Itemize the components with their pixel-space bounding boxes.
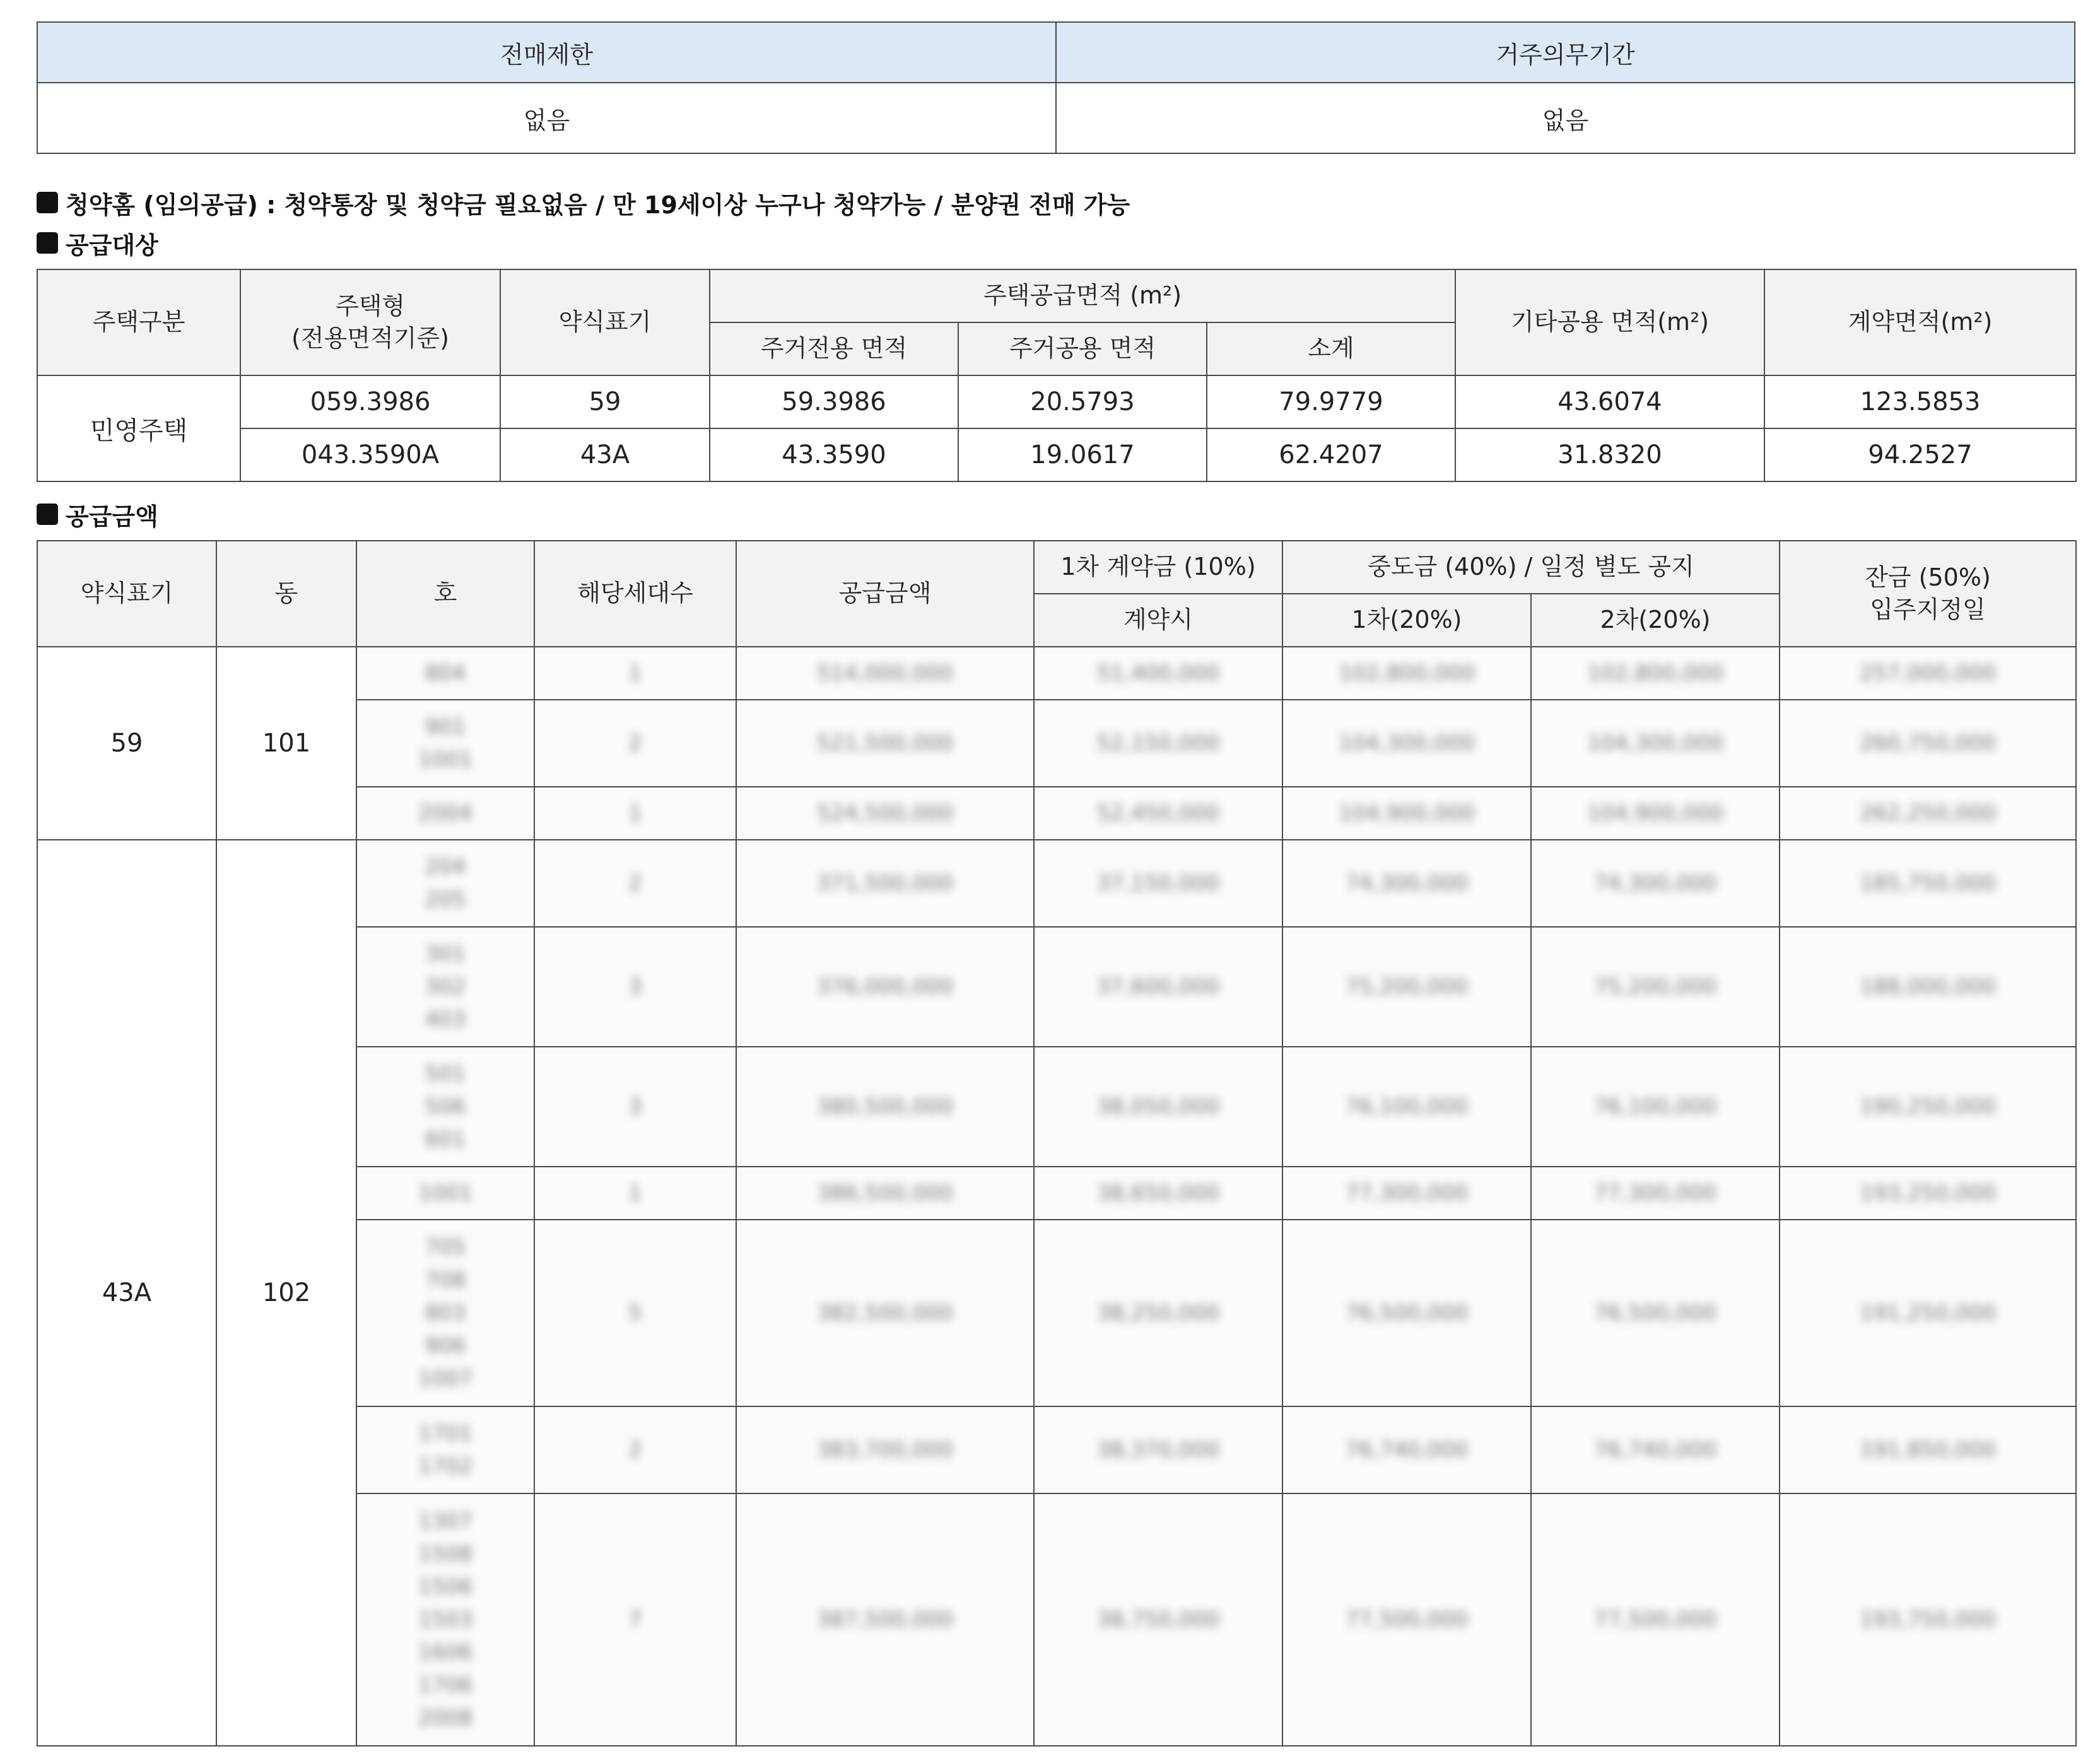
exclusive-area-header: 주거전용 면적 [710, 322, 958, 375]
blurred-text: 204 205 [425, 854, 466, 912]
square-bullet-icon [37, 232, 58, 254]
blurred-text: 1701 1702 [418, 1421, 473, 1479]
blurred-text: 76,740,000 [1345, 1437, 1469, 1463]
restriction-table [37, 21, 2075, 154]
middle-2-header: 2차(20%) [1531, 594, 1780, 647]
blurred-text: 75,200,000 [1345, 974, 1469, 999]
blurred-text: 386,500,000 [816, 1181, 954, 1206]
blurred-text: 301 302 403 [425, 941, 466, 1032]
table-row [37, 647, 2076, 700]
price-cell [736, 787, 1034, 840]
blurred-text: 3 [628, 974, 642, 999]
subtotal-cell: 62.4207 [1207, 428, 1455, 481]
blurred-text: 38,750,000 [1096, 1607, 1220, 1632]
subscription-notice [37, 187, 1130, 218]
blurred-text: 371,500,000 [816, 871, 954, 896]
subtotal-cell: 79.9779 [1207, 375, 1455, 428]
blurred-text: 3 [628, 1094, 642, 1119]
other-common-area-cell: 31.8320 [1455, 428, 1764, 481]
balance-cell [1780, 1493, 2076, 1746]
blurred-text: 7 [628, 1607, 642, 1632]
price-table-body [37, 647, 2076, 1746]
dong-header: 동 [216, 541, 356, 647]
middle-1-cell [1282, 1220, 1531, 1406]
dong-cell: 102 [216, 840, 356, 1746]
blurred-text: 260,750,000 [1859, 731, 1997, 756]
blurred-text: 104,300,000 [1338, 731, 1475, 756]
blurred-text: 185,750,000 [1859, 871, 1997, 896]
blurred-text: 2 [628, 871, 642, 896]
price-cell [736, 1406, 1034, 1493]
blurred-text: 1 [628, 1181, 642, 1206]
deposit-cell [1034, 1220, 1282, 1406]
supply-target-heading [37, 227, 158, 259]
blurred-text: 190,250,000 [1859, 1094, 1997, 1119]
blurred-text: 5 [628, 1300, 642, 1326]
middle-1-cell [1282, 1406, 1531, 1493]
balance-cell [1780, 787, 2076, 840]
blurred-text: 74,300,000 [1345, 871, 1469, 896]
blurred-text: 1001 [418, 1181, 473, 1206]
middle-2-cell [1531, 1167, 1780, 1220]
blurred-text: 104,900,000 [1587, 801, 1724, 826]
supply-area-header: 주택공급면적 (m²) [710, 269, 1455, 322]
abbr-header: 약식표기 [37, 541, 216, 647]
blurred-text: 901 1001 [418, 714, 473, 772]
blurred-text: 104,900,000 [1338, 801, 1475, 826]
price-cell [736, 700, 1034, 787]
blurred-text: 521,500,000 [816, 731, 954, 756]
table-row [37, 375, 2076, 428]
blurred-text: 75,200,000 [1593, 974, 1717, 999]
blurred-text: 376,000,000 [816, 974, 954, 999]
residence-obligation-value: 없음 [1056, 83, 2075, 153]
blurred-text: 514,000,000 [816, 661, 954, 686]
blurred-text: 191,250,000 [1859, 1300, 1997, 1326]
middle-1-cell [1282, 840, 1531, 927]
model-header: 주택형 (전용면적기준) [240, 269, 500, 375]
middle-1-header: 1차(20%) [1282, 594, 1531, 647]
price-cell [736, 1167, 1034, 1220]
common-area-cell: 20.5793 [958, 375, 1207, 428]
table-row [37, 840, 2076, 927]
middle-1-cell [1282, 927, 1531, 1047]
balance-cell [1780, 1167, 2076, 1220]
units-cell [534, 1493, 736, 1746]
ho-cell [356, 647, 534, 700]
middle-1-cell [1282, 700, 1531, 787]
deposit-cell [1034, 840, 1282, 927]
balance-cell [1780, 927, 2076, 1047]
blurred-text: 262,250,000 [1859, 801, 1997, 826]
blurred-text: 380,500,000 [816, 1094, 954, 1119]
middle-2-cell [1531, 1406, 1780, 1493]
subtotal-header: 소계 [1207, 322, 1455, 375]
deposit-header: 1차 계약금 (10%) [1034, 541, 1282, 594]
blurred-text: 193,250,000 [1859, 1181, 1997, 1206]
dong-cell: 101 [216, 647, 356, 840]
ho-cell [356, 1167, 534, 1220]
deposit-cell [1034, 1047, 1282, 1167]
ho-header: 호 [356, 541, 534, 647]
blurred-text: 37,600,000 [1096, 974, 1220, 999]
blurred-text: 52,450,000 [1096, 801, 1220, 826]
blurred-text: 76,500,000 [1345, 1300, 1469, 1326]
middle-2-cell [1531, 700, 1780, 787]
middle-2-cell [1531, 840, 1780, 927]
other-common-area-header: 기타공용 면적(m²) [1455, 269, 1764, 375]
deposit-cell [1034, 1493, 1282, 1746]
blurred-text: 77,500,000 [1345, 1607, 1469, 1632]
subscription-notice-text: 청약홈 (임의공급) : 청약통장 및 청약금 필요없음 / 만 19세이상 누구나 청약가능 / 분양권 전매 가능 [66, 191, 1130, 219]
blurred-text: 2004 [418, 801, 473, 826]
blurred-text: 52,150,000 [1096, 731, 1220, 756]
balance-cell [1780, 1220, 2076, 1406]
blurred-text: 74,300,000 [1593, 871, 1717, 896]
resale-restriction-value: 없음 [37, 83, 1056, 153]
supply-target-heading-text: 공급대상 [66, 231, 158, 259]
blurred-text: 382,500,000 [816, 1300, 954, 1326]
units-cell [534, 927, 736, 1047]
ho-cell [356, 1047, 534, 1167]
units-cell [534, 840, 736, 927]
balance-header: 잔금 (50%) 입주지정일 [1780, 541, 2076, 647]
blurred-text: 804 [425, 661, 466, 686]
ho-cell [356, 1493, 534, 1746]
middle-2-cell [1531, 1047, 1780, 1167]
balance-cell [1780, 1406, 2076, 1493]
deposit-cell [1034, 787, 1282, 840]
abbr-cell: 43A [37, 840, 216, 1746]
common-area-cell: 19.0617 [958, 428, 1207, 481]
middle-2-cell [1531, 1220, 1780, 1406]
blurred-text: 524,500,000 [816, 801, 954, 826]
middle-1-cell [1282, 787, 1531, 840]
balance-cell [1780, 647, 2076, 700]
blurred-text: 38,250,000 [1096, 1300, 1220, 1326]
blurred-text: 38,650,000 [1096, 1181, 1220, 1206]
abbr-cell: 59 [500, 375, 710, 428]
contract-area-header: 계약면적(m²) [1764, 269, 2076, 375]
blurred-text: 1 [628, 661, 642, 686]
exclusive-area-cell: 59.3986 [710, 375, 958, 428]
ho-cell [356, 787, 534, 840]
middle-payment-header: 중도금 (40%) / 일정 별도 공지 [1282, 541, 1780, 594]
units-cell [534, 700, 736, 787]
abbr-cell: 59 [37, 647, 216, 840]
middle-1-cell [1282, 1047, 1531, 1167]
ho-cell [356, 840, 534, 927]
exclusive-area-cell: 43.3590 [710, 428, 958, 481]
middle-2-cell [1531, 647, 1780, 700]
middle-1-cell [1282, 1167, 1531, 1220]
price-cell [736, 1493, 1034, 1746]
ho-cell [356, 1406, 534, 1493]
ho-cell [356, 1220, 534, 1406]
other-common-area-cell: 43.6074 [1455, 375, 1764, 428]
square-bullet-icon [37, 192, 58, 213]
price-header: 공급금액 [736, 541, 1034, 647]
blurred-text: 191,850,000 [1859, 1437, 1997, 1463]
model-cell: 043.3590A [240, 428, 500, 481]
blurred-text: 37,150,000 [1096, 871, 1220, 896]
supply-price-heading [37, 498, 158, 530]
supply-target-table [37, 269, 2077, 482]
blurred-text: 76,740,000 [1593, 1437, 1717, 1463]
common-area-header: 주거공용 면적 [958, 322, 1207, 375]
blurred-text: 188,000,000 [1859, 974, 1997, 999]
blurred-text: 76,100,000 [1345, 1094, 1469, 1119]
square-bullet-icon [37, 504, 58, 525]
blurred-text: 76,500,000 [1593, 1300, 1717, 1326]
blurred-text: 38,050,000 [1096, 1094, 1220, 1119]
contract-area-cell: 94.2527 [1764, 428, 2076, 481]
blurred-text: 387,500,000 [816, 1607, 954, 1632]
blurred-text: 76,100,000 [1593, 1094, 1717, 1119]
resale-restriction-header: 전매제한 [37, 22, 1056, 83]
price-cell [736, 1047, 1034, 1167]
model-cell: 059.3986 [240, 375, 500, 428]
blurred-text: 77,500,000 [1593, 1607, 1717, 1632]
deposit-cell [1034, 1167, 1282, 1220]
supply-price-table [37, 540, 2077, 1746]
blurred-text: 77,300,000 [1593, 1181, 1717, 1206]
price-cell [736, 840, 1034, 927]
units-header: 해당세대수 [534, 541, 736, 647]
middle-1-cell [1282, 1493, 1531, 1746]
blurred-text: 2 [628, 731, 642, 756]
units-cell [534, 1167, 736, 1220]
abbr-header: 약식표기 [500, 269, 710, 375]
blurred-text: 51,400,000 [1096, 661, 1220, 686]
blurred-text: 102,800,000 [1587, 661, 1724, 686]
units-cell [534, 1047, 736, 1167]
deposit-cell [1034, 647, 1282, 700]
middle-2-cell [1531, 787, 1780, 840]
residence-obligation-header: 거주의무기간 [1056, 22, 2075, 83]
units-cell [534, 1406, 736, 1493]
blurred-text: 1307 1508 1506 1503 1606 1706 2008 [418, 1509, 473, 1731]
contract-area-cell: 123.5853 [1764, 375, 2076, 428]
blurred-text: 2 [628, 1437, 642, 1463]
middle-2-cell [1531, 1493, 1780, 1746]
price-cell [736, 1220, 1034, 1406]
price-cell [736, 927, 1034, 1047]
table-row [37, 428, 2076, 481]
blurred-text: 104,300,000 [1587, 731, 1724, 756]
deposit-sub-header: 계약시 [1034, 594, 1282, 647]
balance-cell [1780, 1047, 2076, 1167]
house-type-cell: 민영주택 [37, 375, 240, 481]
price-cell [736, 647, 1034, 700]
blurred-text: 193,750,000 [1859, 1607, 1997, 1632]
supply-price-heading-text: 공급금액 [66, 502, 158, 531]
blurred-text: 257,000,000 [1859, 661, 1997, 686]
abbr-cell: 43A [500, 428, 710, 481]
blurred-text: 705 708 803 906 1007 [418, 1235, 473, 1391]
ho-cell [356, 927, 534, 1047]
blurred-text: 501 506 601 [425, 1061, 466, 1152]
middle-1-cell [1282, 647, 1531, 700]
balance-cell [1780, 700, 2076, 787]
balance-cell [1780, 840, 2076, 927]
blurred-text: 383,700,000 [816, 1437, 954, 1463]
blurred-text: 38,370,000 [1096, 1437, 1220, 1463]
units-cell [534, 647, 736, 700]
deposit-cell [1034, 1406, 1282, 1493]
ho-cell [356, 700, 534, 787]
blurred-text: 77,300,000 [1345, 1181, 1469, 1206]
blurred-text: 1 [628, 801, 642, 826]
units-cell [534, 1220, 736, 1406]
units-cell [534, 787, 736, 840]
deposit-cell [1034, 700, 1282, 787]
blurred-text: 102,800,000 [1338, 661, 1475, 686]
house-type-header: 주택구분 [37, 269, 240, 375]
deposit-cell [1034, 927, 1282, 1047]
middle-2-cell [1531, 927, 1780, 1047]
